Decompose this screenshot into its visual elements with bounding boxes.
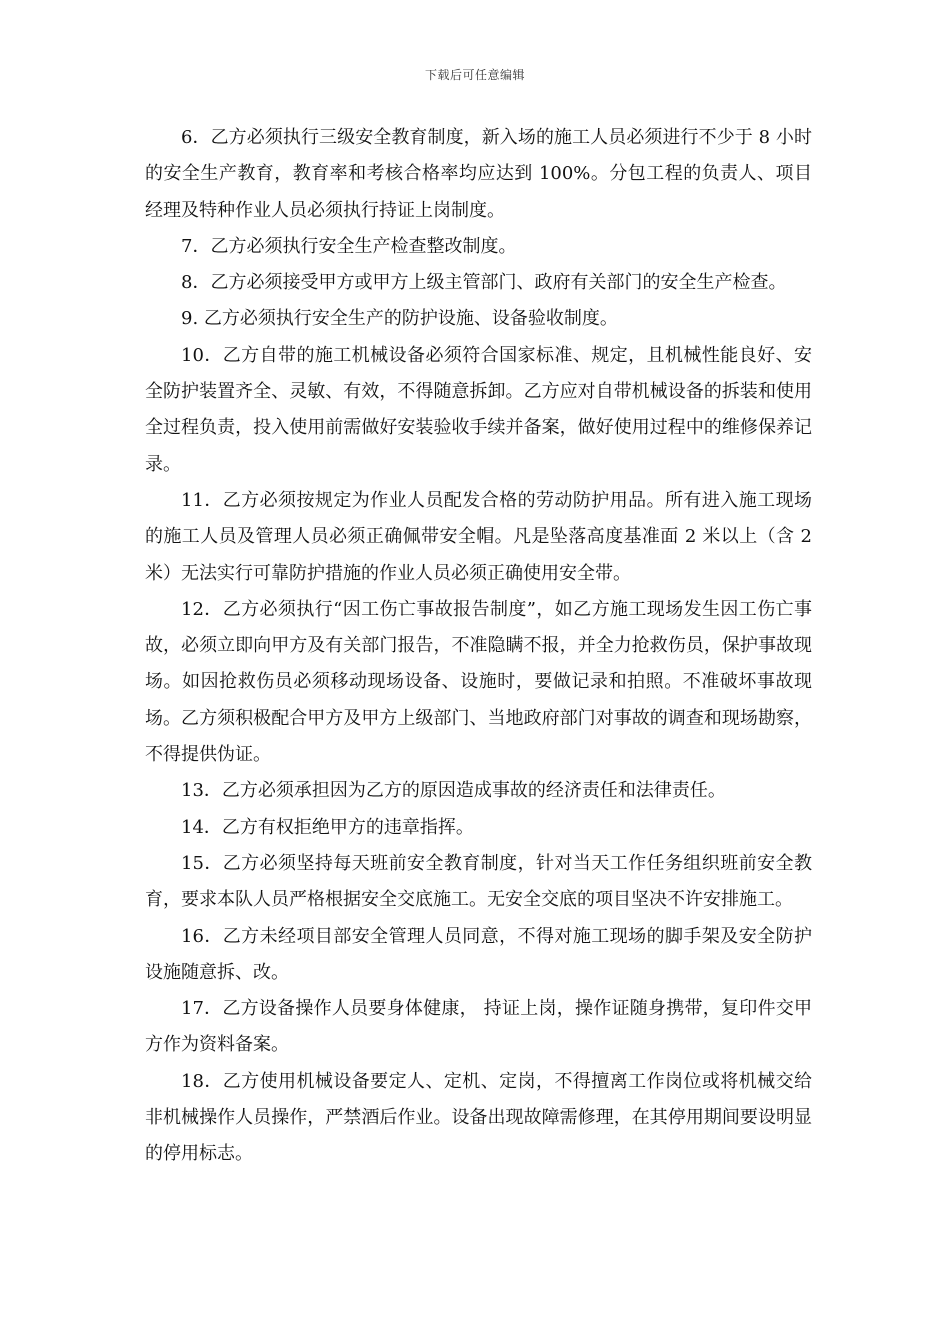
clause-11: 11．乙方必须按规定为作业人员配发合格的劳动防护用品。所有进入施工现场的施工人员及管理人员必须正确佩带安全帽。凡是坠落高度基准面 2 米以上（含 2 米）无法实行可靠防护措施的作业人员必须正确使用安全带。 [145, 489, 812, 584]
clause-14: 14．乙方有权拒绝甲方的违章指挥。 [181, 816, 474, 838]
clause-16: 16．乙方未经项目部安全管理人员同意，不得对施工现场的脚手架及安全防护设施随意拆、改。 [145, 925, 812, 983]
page-header: 下载后可任意编辑 [424, 68, 525, 82]
clause-9: 9. 乙方必须执行安全生产的防护设施、设备验收制度。 [181, 308, 618, 330]
clause-12: 12．乙方必须执行“因工伤亡事故报告制度”，如乙方施工现场发生因工伤亡事故，必须立即向甲方及有关部门报告，不准隐瞒不报，并全力抢救伤员，保护事故现场。如因抢救伤员必须移动现场设备、设施时，要做记录和拍照。不准破坏事故现场。乙方须积极配合甲方及甲方上级部门、当地政府部门对事故的调查和现场勘察，不得提供伪证。 [145, 598, 812, 766]
clause-8: 8．乙方必须接受甲方或甲方上级主管部门、政府有关部门的安全生产检查。 [181, 272, 787, 294]
clause-7: 7．乙方必须执行安全生产检查整改制度。 [181, 235, 517, 257]
clause-17: 17．乙方设备操作人员要身体健康， 持证上岗，操作证随身携带，复印件交甲方作为资料备案。 [145, 998, 812, 1056]
clause-6: 6．乙方必须执行三级安全教育制度，新入场的施工人员必须进行不少于 8 小时的安全生产教育，教育率和考核合格率均应达到 100%。分包工程的负责人、项目经理及特种作业人员必须执行持证上岗制度。 [145, 127, 812, 221]
clause-10: 10．乙方自带的施工机械设备必须符合国家标准、规定，且机械性能良好、安全防护装置齐全、灵敏、有效，不得随意拆卸。乙方应对自带机械设备的拆装和使用全过程负责，投入使用前需做好安装验收手续并备案，做好使用过程中的维修保养记录。 [145, 344, 812, 475]
document-body [145, 120, 812, 1173]
clause-15: 15．乙方必须坚持每天班前安全教育制度，针对当天工作任务组织班前安全教育，要求本队人员严格根据安全交底施工。无安全交底的项目坚决不许安排施工。 [145, 852, 812, 911]
clause-18: 18．乙方使用机械设备要定人、定机、定岗，不得擅离工作岗位或将机械交给非机械操作人员操作，严禁酒后作业。设备出现故障需修理，在其停用期间要设明显的停用标志。 [145, 1070, 812, 1165]
clause-13: 13．乙方必须承担因为乙方的原因造成事故的经济责任和法律责任。 [181, 780, 726, 802]
